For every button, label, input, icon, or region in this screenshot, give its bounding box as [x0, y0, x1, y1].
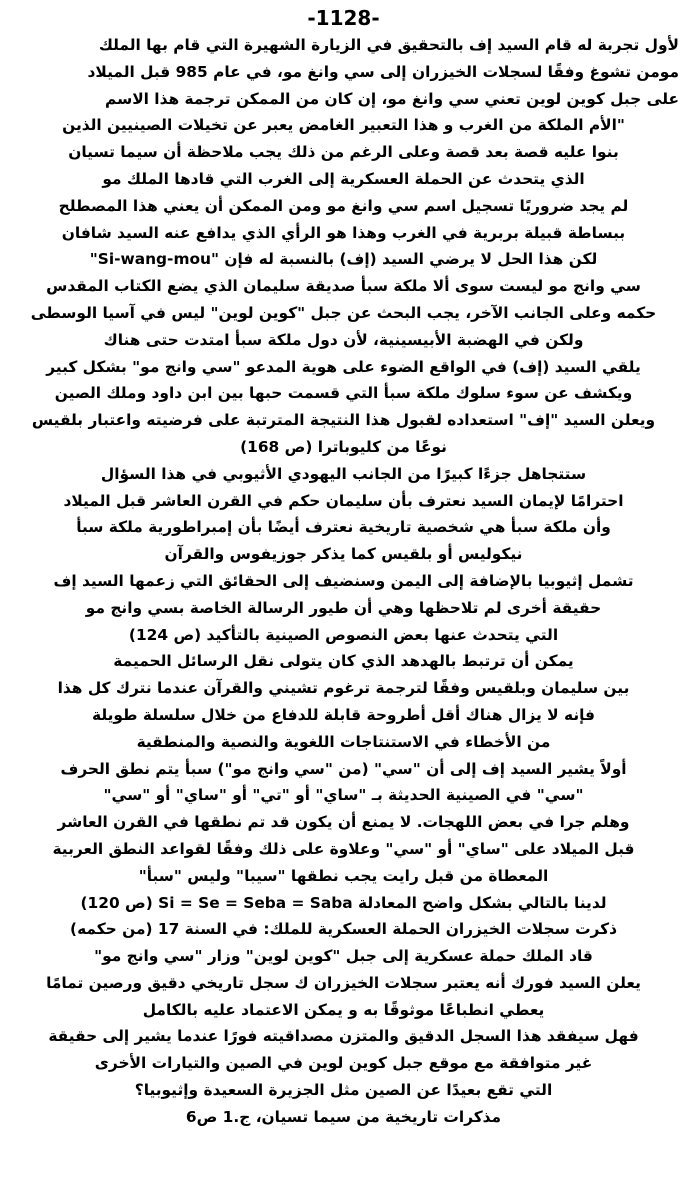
text-line: يعلن السيد فورك أنه يعتبر سجلات الخيزران ك سجل تاريخي دقيق ورصين تمامًا: [46, 973, 641, 992]
text-line: فإنه لا يزال هناك أقل أطروحة قابلة للدفاع من خلال سلسلة طويلة: [92, 705, 595, 724]
text-line: حقيقة أخرى لم تلاحظها وهي أن طيور الرسالة الخاصة بسي وانج مو: [85, 598, 602, 617]
text-line: حكمه وعلى الجانب الآخر، يجب البحث عن جبل "كوين لوين" ليس في آسيا الوسطى: [30, 303, 657, 322]
text-line: بنوا عليه قصة بعد قصة وعلى الرغم من ذلك يجب ملاحظة أن سيما تسيان: [68, 143, 619, 162]
text-line: نيكوليس أو بلقيس كما يذكر جوزيفوس والقرآن: [164, 545, 523, 564]
text-line: التي تقع بعيدًا عن الصين مثل الجزيرة السعيدة وإثيوبيا؟: [134, 1081, 553, 1100]
text-line: لأول تجربة له قام السيد إف بالتحقيق في الزيارة الشهيرة التي قام بها الملك: [98, 36, 679, 54]
text-line: المعطاة من قبل رايت يجب نطقها "سيبا" وليس "سبأ": [138, 866, 549, 885]
text-line: وأن ملكة سبأ هي شخصية تاريخية نعترف أيضًا بأن إمبراطورية ملكة سبأ: [76, 518, 611, 537]
text-line: قاد الملك حملة عسكرية إلى جبل "كوين لوين" وزار "سي وانج مو": [94, 947, 593, 966]
text-line: وهلم جرا في بعض اللهجات. لا يمنع أن يكون قد تم نطقها في القرن العاشر: [57, 813, 630, 832]
text-line: ببساطة قبيلة بربرية في الغرب وهذا هو الرأي الذي يدافع عنه السيد شافان: [61, 223, 626, 242]
text-line: ولكن في الهضبة الأبيسينية، لأن دول ملكة سبأ امتدت حتى هناك: [103, 330, 584, 349]
text-line: "سي" في الصينية الحديثة بـ "ساي" أو "تي" أو "ساي" أو "سي": [103, 786, 584, 805]
text-line: على جبل كوين لوين تعني سي وانغ مو، إن كان من الممكن ترجمة هذا الاسم: [105, 89, 679, 108]
text-line: مومن تشوغ وفقًا لسجلات الخيزران إلى سي وانغ مو، في عام 985 قبل الميلاد: [87, 62, 679, 81]
text-line: يمكن أن ترتبط بالهدهد الذي كان يتولى نقل الرسائل الحميمة: [113, 652, 574, 671]
text-line: احترامًا لإيمان السيد نعترف بأن سليمان حكم في القرن العاشر قبل الميلاد: [63, 491, 624, 510]
text-line: لدينا بالتالي بشكل واضح المعادلة Si = Se = Seba = Saba (ص 120): [80, 893, 607, 912]
body-text: [8, 32, 679, 1131]
text-line: أولاً يشير السيد إف إلى أن "سي" (من "سي وانج مو") سبأ يتم نطق الحرف: [60, 759, 627, 778]
text-line: تشمل إثيوبيا بالإضافة إلى اليمن وسنضيف إلى الحقائق التي زعمها السيد إف: [53, 571, 634, 590]
text-line: من الأخطاء في الاستنتاجات اللغوية والنصية والمنطقية: [136, 732, 551, 751]
text-line: يعطي انطباعًا موثوقًا به و يمكن الاعتماد عليه بالكامل: [142, 1000, 545, 1019]
text-line: ويكشف عن سوء سلوك ملكة سبأ التي قسمت حبها بين ابن داود وملك الصين: [54, 384, 633, 403]
text-line: ويعلن السيد "إف" استعداده لقبول هذا النتيجة المترتبة على فرضيته واعتبار بلقيس: [31, 411, 656, 430]
text-line: ستتجاهل جزءًا كبيرًا من الجانب اليهودي الأثيوبي في هذا السؤال: [100, 464, 587, 483]
text-line: الذي يتحدث عن الحملة العسكرية إلى الغرب التي قادها الملك مو: [102, 169, 585, 188]
text-line: "الأم الملكة من الغرب و هذا التعبير الغامض يعبر عن تخيلات الصينيين الذين: [62, 116, 625, 135]
text-line: بين سليمان وبلقيس وفقًا لترجمة ترغوم تشيني والقرآن عندما نترك كل هذا: [57, 679, 630, 698]
text-line: لم يجد ضروريًا تسجيل اسم سي وانغ مو ومن الممكن أن يعني هذا المصطلح: [58, 196, 629, 215]
text-line: لكن هذا الحل لا يرضي السيد (إف) بالنسبة له فإن "Si-wang-mou": [89, 250, 598, 269]
text-line: غير متوافقة مع موقع جبل كوين لوين في الصين والتيارات الأخرى: [94, 1054, 593, 1073]
text-line: فهل سيفقد هذا السجل الدقيق والمتزن مصداقيته فورًا عندما يشير إلى حقيقة: [48, 1027, 639, 1046]
text-line: نوعًا من كليوباترا (ص 168): [240, 437, 447, 456]
text-line: قبل الميلاد على "ساي" أو "سي" وعلاوة على ذلك وفقًا لقواعد النطق العربية: [52, 839, 635, 858]
text-line: سي وانج مو ليست سوى ألا ملكة سبأ صديقة سليمان الذي يضع الكتاب المقدس: [46, 277, 641, 296]
text-line: التي يتحدث عنها بعض النصوص الصينية بالتأكيد (ص 124): [128, 625, 559, 644]
page-number: -1128-: [307, 6, 380, 30]
text-line: مذكرات تاريخية من سيما تسيان، ج.1 ص6: [185, 1107, 502, 1126]
text-line: يلقي السيد (إف) في الواقع الضوء على هوية المدعو "سي وانج مو" بشكل كبير: [46, 357, 641, 376]
text-line: ذكرت سجلات الخيزران الحملة العسكرية للملك: في السنة 17 (من حكمه): [70, 920, 617, 939]
